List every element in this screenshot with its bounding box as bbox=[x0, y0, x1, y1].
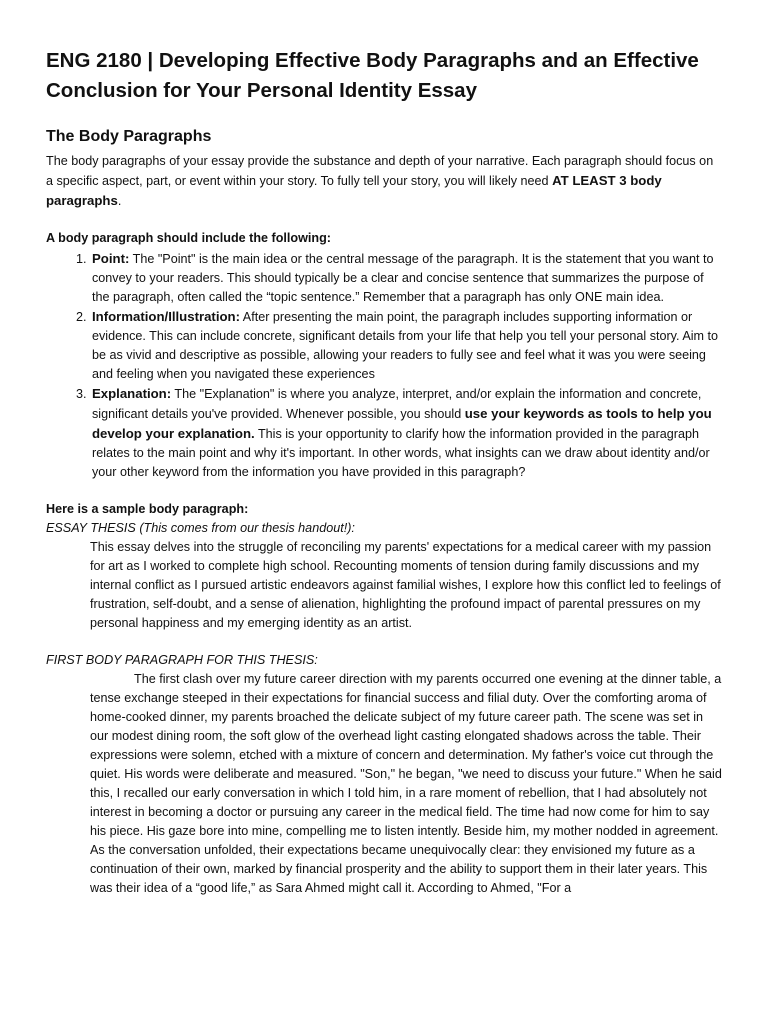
list-item-label: Explanation: bbox=[92, 386, 172, 401]
thesis-label: ESSAY THESIS (This comes from our thesis handout!): bbox=[46, 521, 355, 535]
body-paragraphs-heading: The Body Paragraphs bbox=[46, 128, 212, 145]
components-list bbox=[46, 249, 722, 482]
thesis-text: This essay delves into the struggle of reconciling my parents' expectations for a medical career with my passion for art as I worked to complete high school. Recounting moments of tension during family discussions and my internal conflict as I pursued artistic endeavors against familial wishes, I explore how this conflict led to feelings of frustration, self-doubt, and a sense of alienation, highlighting the profound impact of parental pressures on my personal happiness and my emerging identity as an artist. bbox=[90, 540, 721, 630]
list-item-emphasis: use your keywords as tools to help you develop your explanation. bbox=[92, 406, 712, 441]
body-paragraphs-intro bbox=[46, 152, 722, 211]
list-item-text: After presenting the main point, the paragraph includes supporting information or evidence. This can include concrete, significant details from your life that help you tell your personal story. Aim to be as vivid and descriptive as possible, allowing your readers to fully see and feel what it was you were seeing and feeling when you navigated these experiences bbox=[92, 310, 719, 381]
list-item-label: Information/Illustration: bbox=[92, 309, 240, 324]
sample-heading: Here is a sample body paragraph: bbox=[46, 502, 249, 516]
intro-text: The body paragraphs of your essay provide the substance and depth of your narrative. Each paragraph should focus on a specific aspect, part, or event within your story. To fully tell your story, you will likely need bbox=[46, 154, 714, 188]
list-item-explanation bbox=[90, 384, 722, 482]
first-paragraph-label: FIRST BODY PARAGRAPH FOR THIS THESIS: bbox=[46, 653, 318, 667]
intro-end: . bbox=[117, 194, 122, 208]
list-item-label: Point: bbox=[92, 251, 130, 266]
list-item-text: The "Explanation" is where you analyze, interpret, and/or explain the information and concrete, significant details you've provided. Whenever possible, you should bbox=[92, 387, 702, 421]
list-item-text-end: This is your opportunity to clarify how the information provided in the paragraph relates to the main point and why it's important. In other words, what insights can we draw about identity and/or your other keyword from the information you have provided in this paragraph? bbox=[92, 427, 710, 479]
list-item-information bbox=[90, 307, 722, 384]
first-paragraph-text: The first clash over my future career direction with my parents occurred one evening at the dinner table, a tense exchange steeped in their expectations for financial success and filial duty. Over the comforting aroma of home-cooked dinner, my parents broached the delicate subject of my future career path. The scene was set in our modest dining room, the soft glow of the overhead light casting elongated shadows across the table. Their expressions were solemn, etched with a mixture of concern and determination. My father's voice cut through the quiet. His words were deliberate and measured. "Son," he began, "we need to discuss your future." When he said this, I recalled our early conversation in which I told him, in a rare moment of rebellion, that I had absolutely not interest in becoming a doctor or pursuing any career in the medical field. The time had now come for him to say his piece. His gaze bore into mine, compelling me to listen intently. Beside him, my mother nodded in agreement. As the conversation unfolded, their expectations became unequivocally clear: they envisioned my future as a continuation of their own, marked by financial prosperity and the ability to support them in their later years. This was their idea of a “good life,” as Sara Ahmed might call it. According to Ahmed, "For a bbox=[90, 672, 722, 895]
list-heading: A body paragraph should include the following: bbox=[46, 231, 331, 245]
document-title: ENG 2180 | Developing Effective Body Paragraphs and an Effective Conclusion for Your Personal Identity Essay bbox=[46, 49, 699, 102]
list-item-point bbox=[90, 249, 722, 307]
list-item-text: The "Point" is the main idea or the central message of the paragraph. It is the statement that you want to convey to your readers. This should typically be a clear and concise sentence that summarizes the purpose of the paragraph, often called the “topic sentence.” Remember that a paragraph has only ONE main idea. bbox=[92, 252, 714, 304]
intro-emphasis: AT LEAST 3 body paragraphs bbox=[46, 173, 662, 208]
